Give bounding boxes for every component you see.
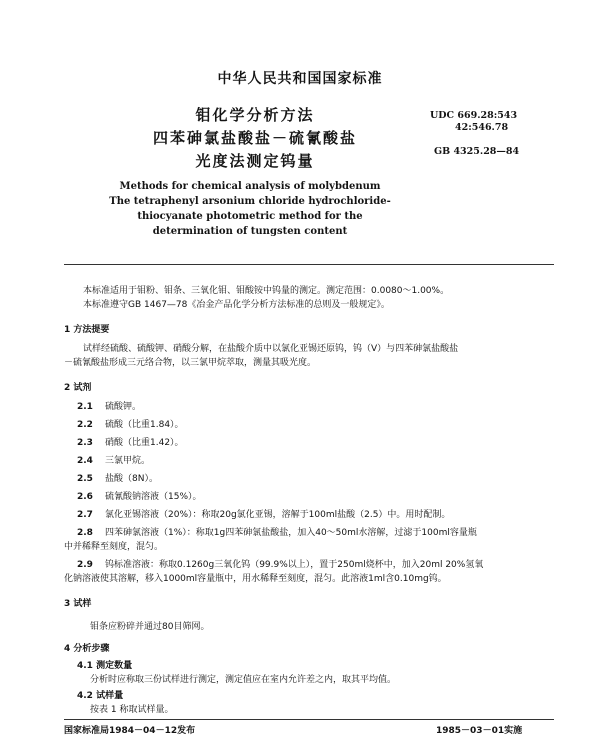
national-standard-heading: 中华人民共和国国家标准 [217, 71, 383, 87]
title-line-3: 光度法测定钨量 [195, 152, 315, 170]
effective-date: 1985－03－01实施 [436, 726, 523, 736]
reagent-text: 硫酸钾。 [105, 402, 142, 412]
section-2-heading: 2 试剂 [64, 383, 92, 393]
scope-statement: 本标准适用于钼粉、钼条、三氧化钼、钼酸铵中钨量的测定。测定范围：0.0080～1.00%。 [83, 286, 450, 296]
reagent-2-8-continuation: 中并稀释至刻度，混匀。 [64, 542, 164, 552]
reagent-item [77, 489, 202, 502]
reagent-number: 2.5 [77, 474, 93, 484]
reagent-number: 2.8 [77, 528, 93, 538]
reagent-number: 2.9 [77, 560, 93, 570]
reagent-number: 2.7 [77, 510, 93, 520]
reagent-text: 四苯砷氯溶液（1%）：称取1g四苯砷氯盐酸盐，加入40～50ml水溶解，过滤于100ml容量瓶 [105, 528, 477, 538]
reagent-text: 硝酸（比重1.42）。 [105, 438, 184, 448]
reagent-item [77, 507, 450, 520]
footer-divider [64, 719, 554, 720]
reagent-text: 三氯甲烷。 [105, 456, 151, 466]
reagent-item-2-9 [77, 557, 483, 570]
compliance-statement: 本标准遵守GB 1467—78《冶金产品化学分析方法标准的总则及一般规定》。 [83, 300, 390, 310]
reagent-text: 氯化亚锡溶液（20%）：称取20g氯化亚锡，溶解于100ml盐酸（2.5）中。用时配制。 [105, 510, 451, 520]
udc-code-line-2: 42:546.78 [455, 122, 509, 133]
section-4-heading: 4 分析步骤 [64, 644, 110, 654]
english-title-line-2: The tetraphenyl arsonium chloride hydrochloride- [109, 196, 391, 207]
reagent-item-2-8 [77, 525, 477, 538]
reagent-2-9-continuation: 化钠溶液使其溶解，移入1000ml容量瓶中，用水稀释至刻度，混匀。此溶液1ml含0.10mg钨。 [64, 574, 447, 584]
title-line-2: 四苯砷氯盐酸盐－硫氰酸盐 [152, 129, 357, 147]
reagent-number: 2.1 [77, 402, 93, 412]
reagent-text: 硫氰酸钠溶液（15%）。 [105, 492, 202, 502]
subsection-4-1-heading: 4.1 测定数量 [77, 661, 133, 671]
udc-code-line-1: UDC 669.28:543 [430, 110, 518, 121]
reagent-text: 钨标准溶液：称取0.1260g三氧化钨（99.9%以上），置于250ml烧杯中，加入20ml 20%氢氧 [105, 560, 484, 570]
reagent-item [77, 453, 150, 466]
subsection-4-2-heading: 4.2 试样量 [77, 691, 124, 701]
reagent-number: 2.6 [77, 492, 93, 502]
english-title-line-3: thiocyanate photometric method for the [137, 211, 363, 222]
reagent-number: 2.3 [77, 438, 93, 448]
english-title-line-4: determination of tungsten content [152, 226, 348, 237]
reagent-text: 硫酸（比重1.84）。 [105, 420, 184, 430]
section-1-heading: 1 方法提要 [64, 325, 110, 335]
reagent-item [77, 417, 184, 430]
section-3-heading: 3 试样 [64, 599, 92, 609]
header-divider [64, 264, 554, 265]
reagent-item [77, 435, 184, 448]
title-line-1: 钼化学分析方法 [195, 106, 315, 124]
issue-date: 国家标准局1984－04－12发布 [64, 726, 196, 736]
subsection-4-1-text: 分析时应称取三份试样进行测定，测定值应在室内允许差之内，取其平均值。 [90, 675, 397, 685]
english-title-line-1: Methods for chemical analysis of molybdenum [119, 181, 381, 192]
reagent-item [77, 399, 141, 412]
section-1-text-line-2: －硫氰酸盐形成三元络合物，以三氯甲烷萃取，测量其吸光度。 [64, 358, 317, 368]
reagent-text: 盐酸（8N）。 [105, 474, 158, 484]
section-1-text-line-1: 试样经硫酸、硫酸钾、硝酸分解，在盐酸介质中以氯化亚锡还原钨，钨（V）与四苯砷氯盐酸盐 [83, 344, 459, 354]
reagent-item [77, 471, 158, 484]
gb-code: GB 4325.28—84 [434, 146, 520, 157]
reagent-number: 2.2 [77, 420, 93, 430]
section-3-text: 钼条应粉碎并通过80目筛网。 [90, 622, 210, 632]
reagent-number: 2.4 [77, 456, 93, 466]
subsection-4-2-text: 按表 1 称取试样量。 [90, 705, 174, 715]
